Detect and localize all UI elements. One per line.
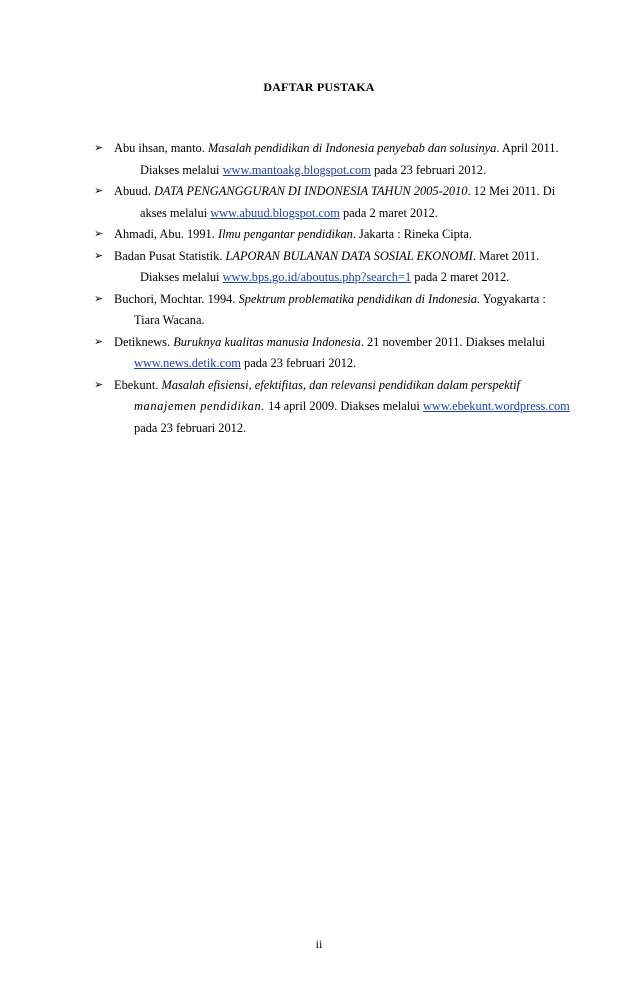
reference-item: ➢ Detiknews. Buruknya kualitas manusia Indonesia. 21 november 2011. Diakses melalui www.news.detik.com pada 23 februari 2012.: [94, 332, 574, 375]
reference-link[interactable]: www.mantoakg.blogspot.com: [222, 162, 371, 177]
reference-link[interactable]: www.news.detik.com: [134, 356, 241, 370]
arrow-bullet-icon: ➢: [94, 185, 104, 197]
page-title: DAFTAR PUSTAKA: [263, 80, 375, 94]
arrow-bullet-icon: ➢: [94, 292, 104, 305]
reference-item: ➢ Ebekunt. Masalah efisiensi, efektifitas, dan relevansi pendidikan dalam perspektif manajemen pendidikan. 14 april 2009. Diakses melalui www.ebekunt.wordpress.com pada 23 februari 2012.: [94, 375, 574, 440]
reference-item: ➢ Abu ihsan, manto. Masalah pendidikan di Indonesia penyebab dan solusinya. April 2011. Diakses melalui www.mantoakg.blogspot.com pada 23 februari 2012.: [94, 138, 574, 181]
arrow-bullet-icon: ➢: [94, 378, 104, 391]
reference-item: ➢ Buchori, Mochtar. 1994. Spektrum problematika pendidikan di Indonesia. Yogyakarta : Tiara Wacana.: [94, 289, 574, 332]
arrow-bullet-icon: ➢: [94, 142, 104, 154]
arrow-bullet-icon: ➢: [94, 335, 104, 348]
reference-item: ➢ Ahmadi, Abu. 1991. Ilmu pengantar pendidikan. Jakarta : Rineka Cipta.: [94, 224, 574, 246]
reference-link[interactable]: www.ebekunt.wordpress.com: [422, 399, 570, 413]
reference-list: [94, 138, 574, 439]
page-number: ii: [315, 937, 323, 951]
reference-link[interactable]: www.bps.go.id/aboutus.php?search=1: [222, 270, 412, 284]
reference-item: ➢ Badan Pusat Statistik. LAPORAN BULANAN DATA SOSIAL EKONOMI. Maret 2011. Diakses melalui www.bps.go.id/aboutus.php?search=1 pada 2 maret 2012.: [94, 246, 574, 289]
arrow-bullet-icon: ➢: [94, 249, 104, 262]
reference-link[interactable]: www.abuud.blogspot.com: [210, 205, 340, 220]
reference-item: ➢ Abuud. DATA PENGANGGURAN DI INDONESIA TAHUN 2005-2010. 12 Mei 2011. Di akses melalui www.abuud.blogspot.com pada 2 maret 2012.: [94, 181, 574, 224]
arrow-bullet-icon: ➢: [94, 228, 104, 240]
